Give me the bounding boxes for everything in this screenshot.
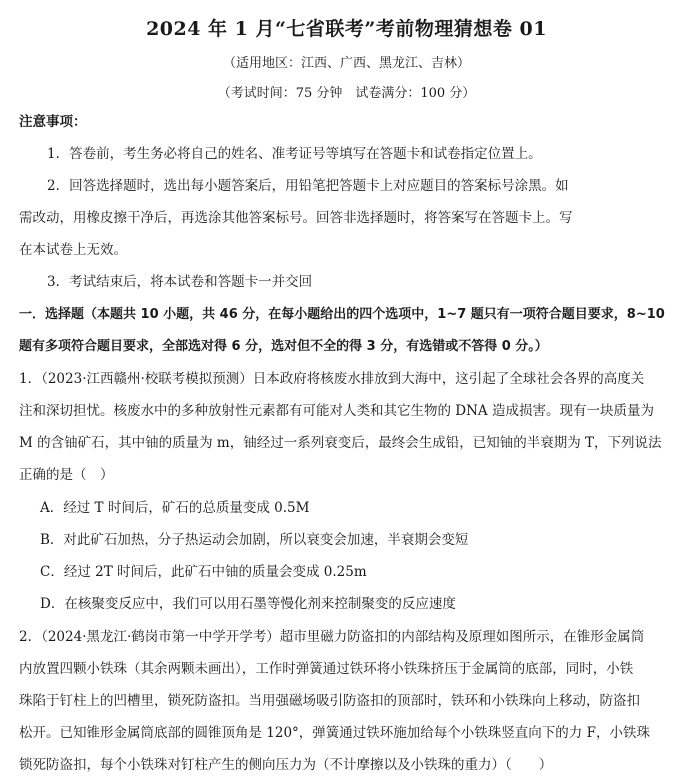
question-1-line-3: M 的含铀矿石，其中铀的质量为 m，铀经过一系列衰变后，最终会生成铅，已知铀的半衰期为 T，下列说法 bbox=[19, 435, 662, 451]
question-2-line-3: 珠陷于钉柱上的凹槽里，锁死防盗扣。当用强磁场吸引防盗扣的顶部时，铁环和小铁珠向上移动，防盗扣 bbox=[19, 693, 640, 709]
section-1-heading-line-1: 一．选择题（本题共 10 小题，共 46 分，在每小题给出的四个选项中，1~7 题只有一项符合题目要求，8~10 bbox=[19, 307, 665, 322]
applicable-regions: （适用地区：江西、广西、黑龙江、吉林） bbox=[222, 56, 470, 71]
section-1-heading-line-2: 题有多项符合题目要求，全部选对得 6 分，选对但不全的得 3 分，有选错或不答得 0 分。） bbox=[19, 339, 548, 354]
question-2-line-2: 内放置四颗小铁珠（其余两颗未画出），工作时弹簧通过铁环将小铁珠挤压于金属筒的底部，同时，小铁 bbox=[19, 661, 634, 677]
question-2-line-1: 2．（2024·黑龙江·鹤岗市第一中学开学考）超市里磁力防盗扣的内部结构及原理如图所示，在锥形金属筒 bbox=[19, 629, 645, 645]
notice-item-1: 1．答卷前，考生务必将自己的姓名、准考证号等填写在答题卡和试卷指定位置上。 bbox=[47, 146, 542, 162]
question-1-line-1: 1．（2023·江西赣州·校联考模拟预测）日本政府将核废水排放到大海中，这引起了全球社会各界的高度关 bbox=[19, 371, 645, 387]
question-1-option-d: D．在核聚变反应中，我们可以用石墨等慢化剂来控制聚变的反应速度 bbox=[40, 596, 456, 612]
question-1-option-b: B．对此矿石加热，分子热运动会加剧，所以衰变会加速，半衰期会变短 bbox=[40, 532, 469, 548]
question-1-option-a: A．经过 T 时间后，矿石的总质量变成 0.5M bbox=[40, 500, 310, 516]
notice-item-2-line-1: 2．回答选择题时，选出每小题答案后，用铅笔把答题卡上对应题目的答案标号涂黑。如 bbox=[47, 178, 569, 194]
question-1-line-4: 正确的是（ ） bbox=[19, 467, 114, 483]
question-2-line-4: 松开。已知锥形金属筒底部的圆锥顶角是 120°，弹簧通过铁环施加给每个小铁珠竖直向下的力 F，小铁珠 bbox=[19, 725, 650, 741]
notice-item-2-line-3: 在本试卷上无效。 bbox=[19, 242, 127, 258]
question-2-line-5: 锁死防盗扣，每个小铁珠对钉柱产生的侧向压力为（不计摩擦以及小铁珠的重力）（ ） bbox=[19, 757, 553, 773]
notice-item-2-line-2: 需改动，用橡皮擦干净后，再选涂其他答案标号。回答非选择题时，将答案写在答题卡上。写 bbox=[19, 210, 573, 226]
exam-title: 2024 年 1 月“七省联考”考前物理猜想卷 01 bbox=[146, 18, 547, 40]
question-1-line-2: 注和深切担忧。核废水中的多种放射性元素都有可能对人类和其它生物的 DNA 造成损害。现有一块质量为 bbox=[19, 403, 654, 419]
notice-heading: 注意事项： bbox=[19, 114, 87, 130]
exam-info: （考试时间：75 分钟 试卷满分：100 分） bbox=[217, 86, 476, 101]
notice-item-3: 3．考试结束后，将本试卷和答题卡一并交回 bbox=[47, 274, 313, 290]
question-1-option-c: C．经过 2T 时间后，此矿石中铀的质量会变成 0.25m bbox=[40, 564, 367, 580]
